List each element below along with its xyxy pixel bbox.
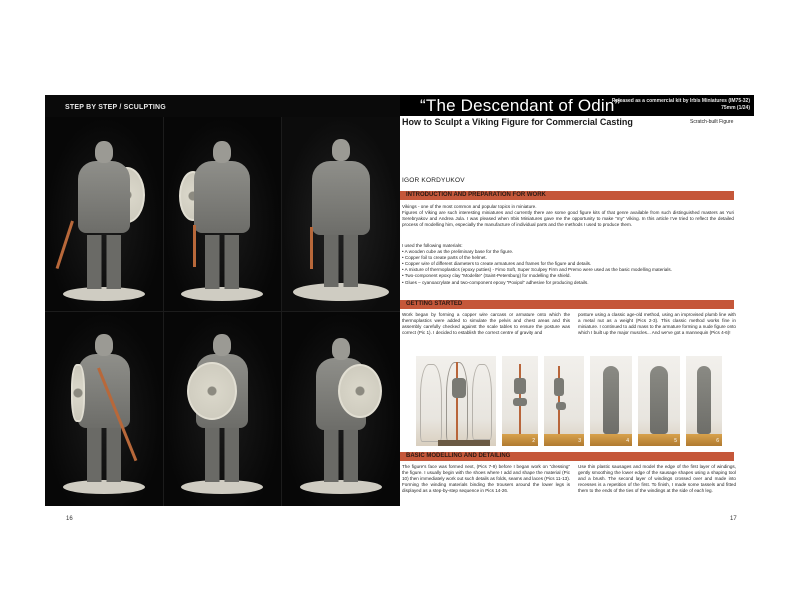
getting-started-col-1: Work began by forming a copper wire carcass or armature onto which the thermoplastics were added to simulate the pelvis and chest areas and this assembly carefully checked against the scale tables to ensure the posture was correct (Pic 1). I decided to establish the correct centre of gravity and — [402, 312, 570, 336]
strip-photo-3 — [544, 356, 584, 446]
strip-photo-2 — [502, 356, 538, 446]
release-line-scale: 75mm (1/24) — [721, 105, 750, 111]
materials-list — [402, 243, 742, 286]
materials-item: • Copper foil to create parts of the helmet. — [402, 255, 487, 261]
strip-photo-1 — [416, 356, 496, 446]
page-number-right: 17 — [730, 516, 737, 522]
left-page-photo-panel — [45, 95, 400, 506]
intro-text — [402, 204, 734, 228]
section-heading: INTRODUCTION AND PREPARATION FOR WORK — [406, 192, 546, 198]
figure-photo-front-left — [45, 117, 163, 311]
section-header-intro — [400, 191, 734, 200]
basic-modelling-col-2: Use thin plastic sausages and model the edge of the first layer of windings, gently smoothing the lower edge of the sausage shapes using a shaping tool and a brush. The second layer of windings crossed over and made into recesses is a repetition of the first. To finish, I made some tassels and fitted them to the ends of the ties of the windings at the side of each leg. — [578, 464, 736, 494]
article-subtitle: How to Sculpt a Viking Figure for Commercial Casting — [402, 117, 633, 127]
figure-photo-back-right — [282, 312, 400, 506]
intro-paragraph-1: Vikings - one of the most common and popular topics in miniature. — [402, 204, 537, 209]
materials-item: • Copper wire of different diameters to create armatures and frames for the figure and details. — [402, 261, 592, 267]
section-heading: BASIC MODELLING AND DETAILING — [406, 453, 511, 459]
article-title: “The Descendant of Odin” — [420, 96, 621, 115]
title-bar — [400, 95, 754, 116]
materials-item: • Two-component epoxy clay “Modelite” (Saint-Petersburg) for modelling the shield. — [402, 273, 571, 279]
strip-photo-5 — [638, 356, 680, 446]
strip-photo-4 — [590, 356, 632, 446]
photo-number: 4 — [626, 438, 629, 444]
figure-photo-back — [164, 312, 282, 506]
figure-type-label: Scratch-built Figure — [690, 119, 734, 125]
photo-number: 5 — [674, 438, 677, 444]
figure-photo-back-left — [45, 312, 163, 506]
materials-item: • A wooden cube as the preliminary base for the figure. — [402, 249, 514, 255]
figure-photo-front — [164, 117, 282, 311]
photo-number: 2 — [532, 438, 535, 444]
section-header-getting-started — [400, 300, 734, 309]
figure-photo-front-right — [282, 117, 400, 311]
materials-item: • Glues – cyanoacrylate and two-component epoxy “Poxipol” adhesive for producing details. — [402, 279, 589, 285]
materials-intro: I used the following materials: — [402, 243, 463, 248]
author-name: IGOR KORDYUKOV — [402, 177, 465, 184]
getting-started-col-2: posture using a classic age-old method, using an improvised plumb line with a metal nut as a weight (Pics 2-3). This classic method works fine in miniature. I continued to add mass to the armature forming a nude figure onto which I built up the major muscles... And we've got a mannequin (Pics 4-6)! — [578, 312, 736, 336]
photo-number: 6 — [716, 438, 719, 444]
release-info — [612, 98, 750, 112]
release-line-kit: Released as a commercial kit by Irbis Miniatures (IM75-32) — [611, 98, 750, 104]
basic-modelling-col-1: The figure's face was formed next, (Pics 7-9) before I began work on “dressing” the figure. I usually begin with the shoes where I add and shape the material (Pic 10) then immediately work out such details as folds, seams and laces (Pics 11-13). Forming the winding materials binding the trousers around the lower legs is displayed as a step-by-step sequence in Pics 14-26. — [402, 464, 570, 494]
photo-number: 3 — [578, 438, 581, 444]
section-label: STEP BY STEP / SCULPTING — [65, 104, 166, 111]
armature-photo-strip — [416, 356, 722, 446]
section-header-basic-modelling — [400, 452, 734, 461]
page-number-left: 16 — [66, 516, 73, 522]
intro-paragraph-2: Figures of Viking are such interesting miniatures and currently there are some good figure kits of that genre available from such distinguished masters as Yuri Serebryakov and Andrea Jula. I was pleased when Irbis Miniatures gave me the opportunity to make “my” Viking. In this article I've tried to reflect the detailed process of modelling him, especially the manufacture of individual parts and the methods I used to produce them. — [402, 210, 734, 228]
photo-grid — [45, 117, 400, 506]
materials-item: • A mixture of thermoplastics (epoxy putties) - Fimo Soft, Super Sculpey Firm and Premo were used as the basic modelling materials. — [402, 267, 672, 273]
strip-photo-6 — [686, 356, 722, 446]
section-heading: GETTING STARTED — [406, 301, 463, 307]
